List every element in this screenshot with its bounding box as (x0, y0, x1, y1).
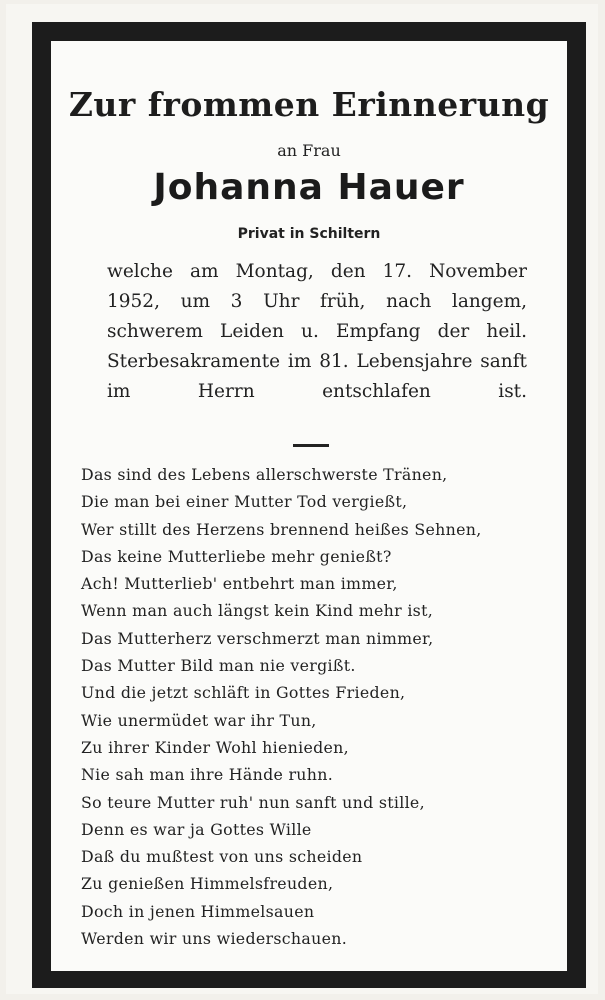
poem-line: Ach! Mutterlieb' entbehrt man immer, (81, 574, 398, 594)
poem-line: Zu genießen Himmelsfreuden, (81, 874, 334, 894)
deceased-name: Johanna Hauer (153, 167, 465, 208)
deceased-subtitle: Privat in Schiltern (237, 226, 381, 242)
poem-line: Das sind des Lebens allerschwerste Tränen, (81, 465, 448, 484)
card-title: Zur frommen Erinnerung (68, 85, 550, 124)
poem-line: Wenn man auch längst kein Kind mehr ist, (81, 601, 434, 621)
death-notice: welche am Montag, den 17. November 1952, um 3 Uhr früh, nach langem, schwerem Leiden u. Empfang der heil. Sterbesakramente im 81. Lebensjahre sanft im Herrn entschlafen ist. (107, 261, 527, 402)
poem-line: Die man bei einer Mutter Tod vergießt, (81, 492, 408, 512)
memorial-card (6, 4, 598, 994)
mourning-border (32, 22, 586, 988)
memorial-poem (81, 461, 551, 952)
poem-line: Nie sah man ihre Hände ruhn. (81, 765, 334, 785)
poem-line: Das keine Mutterliebe mehr genießt? (81, 546, 392, 566)
poem-line: Denn es war ja Gottes Wille (81, 819, 312, 839)
card-panel (51, 41, 567, 971)
divider-line (293, 444, 329, 447)
poem-line: Das Mutter Bild man nie vergißt. (81, 656, 356, 676)
poem-line: Das Mutterherz verschmerzt man nimmer, (81, 628, 434, 648)
poem-line: Doch in jenen Himmelsauen (81, 901, 315, 921)
poem-line: Daß du mußtest von uns scheiden (81, 847, 363, 867)
intro-text: an Frau (277, 141, 341, 160)
poem-line: So teure Mutter ruh' nun sanft und stille, (81, 792, 425, 812)
poem-line: Zu ihrer Kinder Wohl hienieden, (81, 737, 349, 757)
poem-line: Wie unermüdet war ihr Tun, (81, 710, 317, 730)
poem-line: Werden wir uns wiederschauen. (81, 929, 348, 949)
poem-line: Und die jetzt schläft in Gottes Frieden, (81, 683, 406, 703)
poem-line: Wer stillt des Herzens brennend heißes Sehnen, (81, 519, 482, 539)
